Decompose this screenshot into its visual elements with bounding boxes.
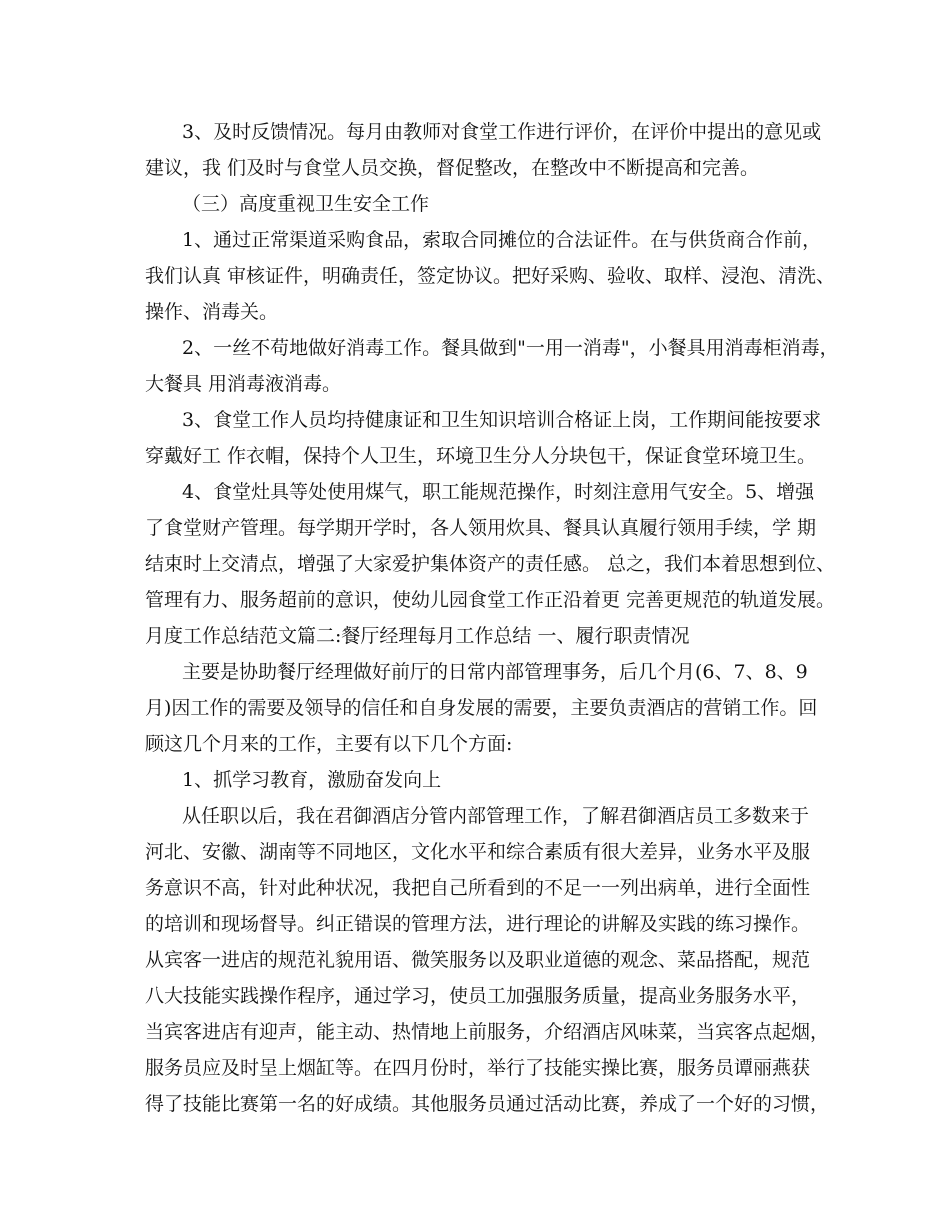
paragraph-line: 4、食堂灶具等处使用煤气，职工能规范操作，时刻注意用气安全。5、增强 [182, 481, 815, 503]
paragraph-line: 1、通过正常渠道采购食品，索取合同摊位的合法证件。在与供货商合作前， [182, 229, 822, 251]
paragraph-line: 2、一丝不苟地做好消毒工作。餐具做到"一用一消毒"，小餐具用消毒柜消毒， [182, 337, 839, 359]
paragraph-line: 得了技能比赛第一名的好成绩。其他服务员通过活动比赛，养成了一个好的习惯， [145, 1093, 830, 1115]
paragraph-line: 当宾客进店有迎声，能主动、热情地上前服务，介绍酒店风味菜，当宾客点起烟， [145, 1021, 830, 1043]
section-title-line: 月度工作总结范文篇二:餐厅经理每月工作总结 一、履行职责情况 [145, 625, 690, 647]
paragraph-line: 的培训和现场督导。纠正错误的管理方法，进行理论的讲解及实践的练习操作。 [145, 913, 811, 935]
paragraph-line: 穿戴好工 作衣帽，保持个人卫生，环境卫生分人分块包干，保证食堂环境卫生。 [145, 445, 817, 467]
paragraph-line: 从宾客一进店的规范礼貌用语、微笑服务以及职业道德的观念、菜品搭配，规范 [145, 949, 811, 971]
paragraph-line: 3、及时反馈情况。每月由教师对食堂工作进行评价，在评价中提出的意见或 [182, 121, 822, 143]
paragraph-line: 结束时上交清点，增强了大家爱护集体资产的责任感。 总之，我们本着思想到位、 [145, 553, 836, 575]
section-heading: （三）高度重视卫生安全工作 [182, 193, 430, 215]
paragraph-line: 服务员应及时呈上烟缸等。在四月份时，举行了技能实操比赛，服务员谭丽燕获 [145, 1057, 811, 1079]
paragraph-line: 顾这几个月来的工作，主要有以下几个方面: [145, 733, 513, 755]
paragraph-line: 1、抓学习教育，激励奋发向上 [182, 769, 442, 791]
paragraph-line: 3、食堂工作人员均持健康证和卫生知识培训合格证上岗，工作期间能按要求 [182, 409, 822, 431]
paragraph-line: 大餐具 用消毒液消毒。 [145, 373, 342, 395]
paragraph-line: 八大技能实践操作程序，通过学习，使员工加强服务质量，提高业务服务水平， [145, 985, 811, 1007]
paragraph-line: 管理有力、服务超前的意识，使幼儿园食堂工作正沿着更 完善更规范的轨道发展。 [145, 589, 836, 611]
paragraph-line: 我们认真 审核证件，明确责任，签定协议。把好采购、验收、取样、浸泡、清洗、 [145, 265, 836, 287]
paragraph-line: 操作、消毒关。 [145, 301, 279, 323]
paragraph-line: 河北、安徽、湖南等不同地区，文化水平和综合素质有很大差异，业务水平及服 [145, 841, 811, 863]
paragraph-line: 务意识不高，针对此种状况，我把自己所看到的不足一一列出病单，进行全面性 [145, 877, 811, 899]
paragraph-line: 建议，我 们及时与食堂人员交换，督促整改，在整改中不断提高和完善。 [145, 157, 760, 179]
paragraph-line: 了食堂财产管理。每学期开学时，各人领用炊具、餐具认真履行领用手续，学 期 [145, 517, 817, 539]
paragraph-line: 从任职以后，我在君御酒店分管内部管理工作，了解君御酒店员工多数来于 [182, 805, 810, 827]
paragraph-line: 主要是协助餐厅经理做好前厅的日常内部管理事务，后几个月(6、7、8、9 [182, 661, 808, 683]
paragraph-line: 月)因工作的需要及领导的信任和自身发展的需要，主要负责酒店的营销工作。回 [145, 697, 818, 719]
